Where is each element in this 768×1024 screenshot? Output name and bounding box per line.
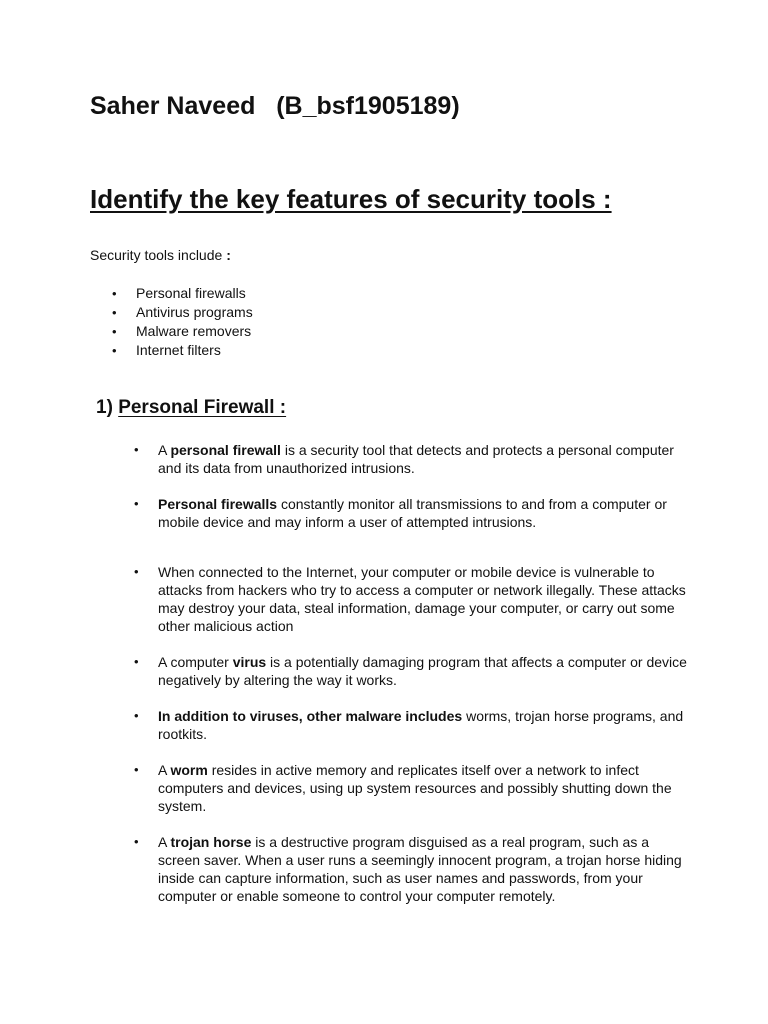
bullet-icon: • [112,286,117,301]
bullet-icon: • [134,442,139,457]
list-item-text: Internet filters [136,342,221,358]
firewall-paragraph-list [134,441,694,905]
paragraph-text: is a destructive program disguised as a real program, such as a screen saver. When a user runs a seemingly innocent program, a trojan horse hiding inside can capture information, such as user names and passwords, from your computer or enable someone to control your computer remotely. [158,834,682,904]
paragraph-text: A computer [158,654,233,670]
list-item-text: Malware removers [136,323,252,339]
paragraph-text: constantly monitor all transmissions to and from a computer or mobile device and may inform a user of attempted intrusions. [158,496,667,530]
bullet-icon: • [134,708,139,723]
paragraph-bold-term: trojan horse [170,834,252,850]
security-tools-list [112,284,253,360]
main-heading: Identify the key features of security tools : [90,184,612,214]
paragraph-text: When connected to the Internet, your computer or mobile device is vulnerable to attacks from hackers who try to access a computer or network illegally. These attacks may destroy your data, steal information, damage your computer, or carry out some other malicious action [158,564,686,634]
paragraph-text: A [158,834,171,850]
bullet-icon: • [134,834,139,849]
list-item [112,322,253,341]
paragraph-item [134,833,694,905]
section-heading [96,397,286,419]
list-item-text: Personal firewalls [136,285,246,301]
paragraph-text: A [158,762,171,778]
paragraph-bold-term: In addition to viruses, other malware includes [158,708,463,724]
paragraph-text: A [158,442,171,458]
paragraph-bold-term: worm [170,762,208,778]
paragraph-item [134,707,694,743]
paragraph-item [134,761,694,815]
paragraph-item [134,441,694,477]
paragraph-item [134,653,694,689]
intro-text [90,247,231,263]
bullet-icon: • [112,324,117,339]
paragraph-text: resides in active memory and replicates itself over a network to infect computers and devices, using up system resources and possibly shutting down the system. [158,762,672,814]
paragraph-bold-term: virus [232,654,267,670]
paragraph-text: is a potentially damaging program that affects a computer or device negatively by altering the way it works. [158,654,687,688]
bullet-icon: • [134,496,139,511]
author-line: Saher Naveed (B_bsf1905189) [90,92,460,120]
section-title: Personal Firewall : [118,397,287,418]
paragraph-item [134,563,694,635]
paragraph-bold-term: personal firewall [170,442,281,458]
paragraph-text: is a security tool that detects and protects a personal computer and its data from unauthorized intrusions. [158,442,674,476]
list-item-text: Antivirus programs [136,304,253,320]
paragraph-item [134,495,694,531]
paragraph-text: worms, trojan horse programs, and rootkits. [158,708,684,742]
bullet-icon: • [134,654,139,669]
intro-label: Security tools include [90,247,227,263]
bullet-icon: • [134,762,139,777]
list-item [112,341,253,360]
section-number: 1) [96,397,119,418]
bullet-icon: • [112,343,117,358]
intro-colon: : [226,247,231,263]
bullet-icon: • [112,305,117,320]
bullet-icon: • [134,564,139,579]
list-item [112,284,253,303]
paragraph-bold-term: Personal firewalls [158,496,278,512]
list-item [112,303,253,322]
